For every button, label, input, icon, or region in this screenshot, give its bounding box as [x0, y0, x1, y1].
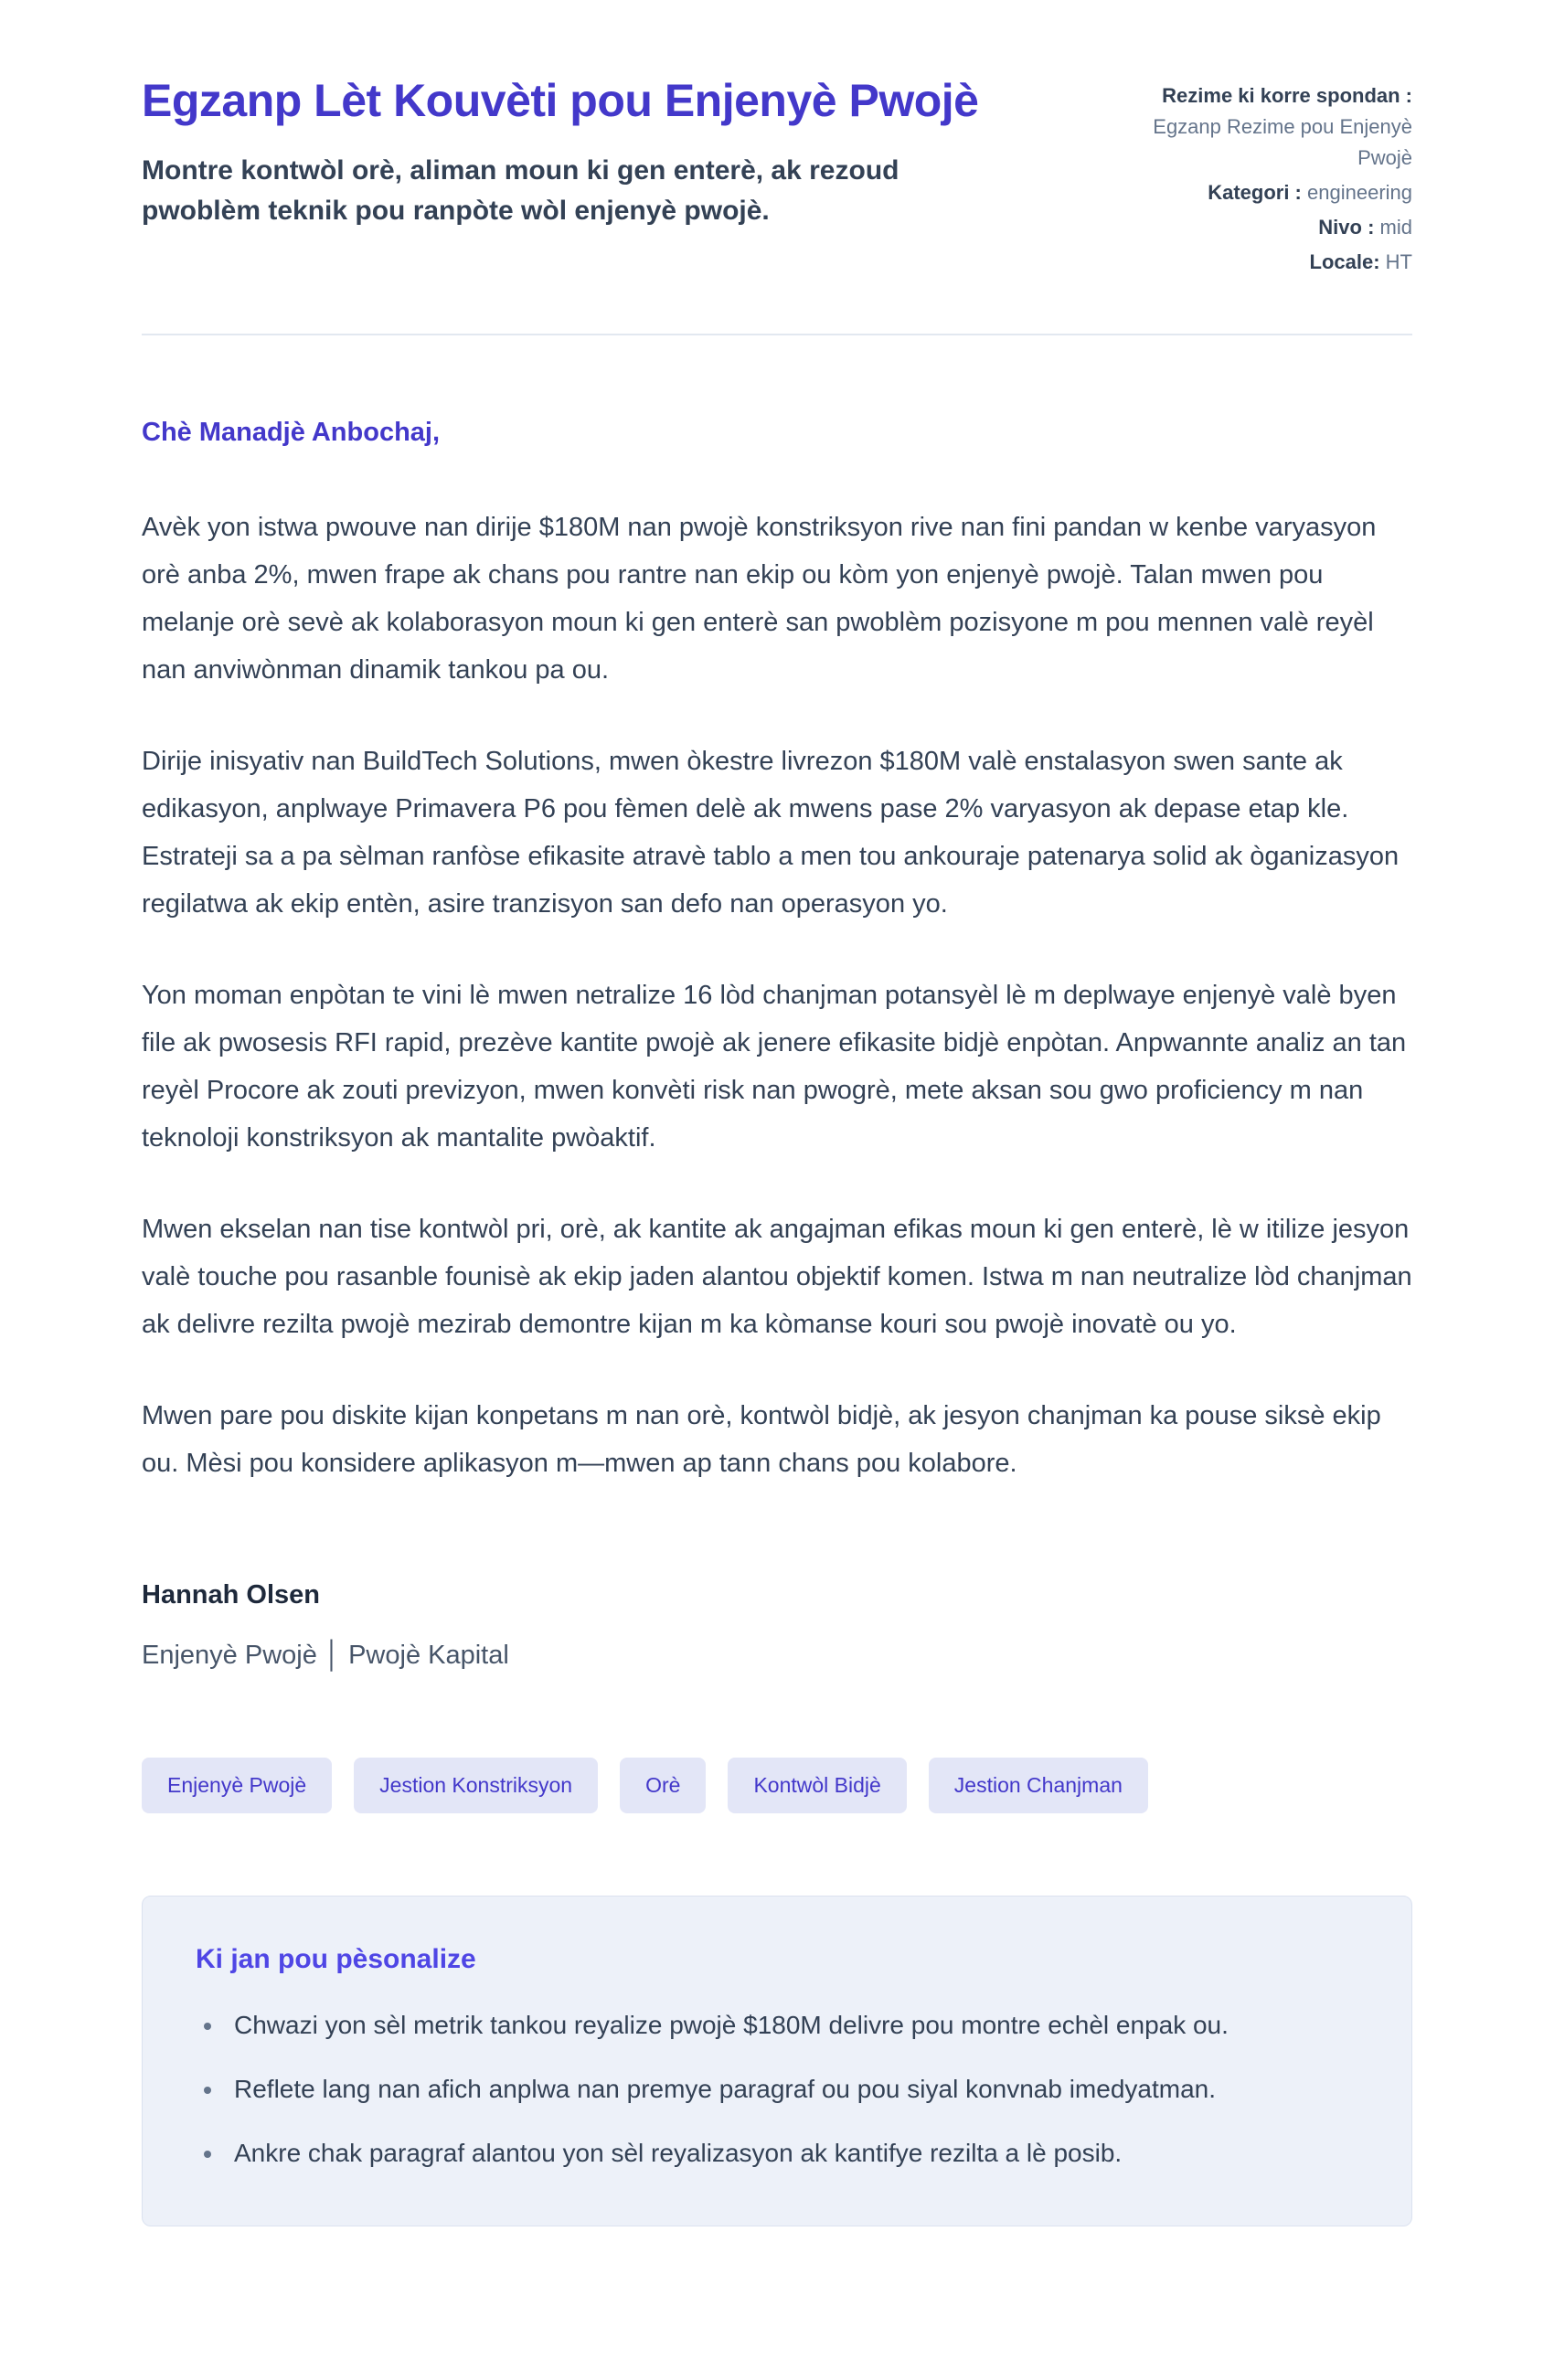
letter-paragraph: Yon moman enpòtan te vini lè mwen netralize 16 lòd chanjman potansyèl lè m deplwaye enjenyè valè byen file ak pwosesis RFI rapid, prezève kantite pwojè ak jenere efikasite bidjè enpòtan. Anpwannte analiz an tan reyèl Procore ak zouti previzyon, mwen konvèti risk nan pwogrè, mete aksan sou gwo proficiency m nan teknoloji konstriksyon ak mantalite pwòaktif.	[142, 980, 1407, 1153]
tag-pill[interactable]: Jestion Chanjman	[929, 1758, 1148, 1813]
meta-level-value: mid	[1379, 216, 1412, 239]
tip-item: • Chwazi yon sèl metrik tankou reyalize pwojè $180M delivre pou montre echèl enpak ou.	[225, 2006, 1358, 2045]
meta-category-label: Kategori :	[1208, 181, 1302, 205]
meta-level-row	[1120, 212, 1412, 243]
page-subtitle: Montre kontwòl orè, aliman moun ki gen enterè, ak rezoud pwoblèm teknik pou ranpòte wòl enjenyè pwojè.	[142, 155, 899, 226]
meta-locale-value: HT	[1385, 250, 1412, 274]
page-title: Egzanp Lèt Kouvèti pou Enjenyè Pwojè	[142, 75, 979, 126]
letter-paragraph: Dirije inisyativ nan BuildTech Solutions, mwen òkestre livrezon $180M valè enstalasyon swen sante ak edikasyon, anplwaye Primavera P6 pou fèmen delè ak mwens pase 2% varyasyon ak depase etap kle. Estrateji sa a pa sèlman ranfòse efikasite atravè tablo a men tou ankouraje patenarya solid ak òganizasyon regilatwa ak ekip entèn, asire tranzisyon san defo nan operasyon yo.	[142, 746, 1400, 919]
header-title-block	[142, 73, 992, 230]
meta-panel	[1120, 73, 1412, 282]
letter-body	[142, 409, 1412, 1679]
meta-locale-label: Locale:	[1309, 250, 1380, 274]
letter-paragraph: Mwen ekselan nan tise kontwòl pri, orè, ak kantite ak angajman efikas moun ki gen enterè, lè w itilize jesyon valè touche pou rasanble founisè ak ekip jaden alantou objektif komen. Istwa m nan neutralize lòd chanjman ak delivre rezilta pwojè mezirab demontre kijan m ka kòmanse kouri sou pwojè inovatè ou yo.	[142, 1214, 1412, 1339]
page-header	[142, 73, 1412, 282]
tip-item: • Ankre chak paragraf alantou yon sèl reyalizasyon ak kantifye rezilta a lè posib.	[225, 2134, 1358, 2173]
signature-name: Hannah Olsen	[142, 1579, 320, 1610]
tag-list	[142, 1758, 1412, 1813]
meta-resume-link[interactable]: Egzanp Rezime pou Enjenyè Pwojè	[1153, 115, 1412, 170]
tag-pill[interactable]: Jestion Konstriksyon	[354, 1758, 598, 1813]
meta-locale-row	[1120, 247, 1412, 278]
header-divider	[142, 334, 1412, 335]
tag-pill[interactable]: Orè	[620, 1758, 706, 1813]
tips-list	[225, 2006, 1358, 2173]
letter-paragraph: Mwen pare pou diskite kijan konpetans m nan orè, kontwòl bidjè, ak jesyon chanjman ka pouse siksè ekip ou. Mèsi pou konsidere aplikasyon m—mwen ap tann chans pou kolabore.	[142, 1400, 1381, 1478]
meta-category-value: engineering	[1307, 181, 1412, 205]
tag-pill[interactable]: Enjenyè Pwojè	[142, 1758, 332, 1813]
tips-title: Ki jan pou pèsonalize	[196, 1943, 476, 1974]
signature-role: Enjenyè Pwojè │ Pwojè Kapital	[142, 1640, 509, 1670]
tips-box	[142, 1896, 1412, 2226]
meta-category-row	[1120, 177, 1412, 208]
meta-resume-row	[1120, 80, 1412, 174]
meta-level-label: Nivo :	[1318, 216, 1375, 239]
meta-resume-label: Rezime ki korre spondan :	[1162, 84, 1412, 107]
salutation: Chè Manadjè Anbochaj,	[142, 417, 441, 447]
tag-pill[interactable]: Kontwòl Bidjè	[728, 1758, 906, 1813]
letter-paragraph: Avèk yon istwa pwouve nan dirije $180M nan pwojè konstriksyon rive nan fini pandan w kenbe varyasyon orè anba 2%, mwen frape ak chans pou rantre nan ekip ou kòm yon enjenyè pwojè. Talan mwen pou melanje orè sevè ak kolaborasyon moun ki gen enterè san pwoblèm pozisyone m pou mennen valè reyèl nan anviwònman dinamik tankou pa ou.	[142, 512, 1377, 685]
tip-item: • Reflete lang nan afich anplwa nan premye paragraf ou pou siyal konvnab imedyatman.	[225, 2070, 1358, 2109]
